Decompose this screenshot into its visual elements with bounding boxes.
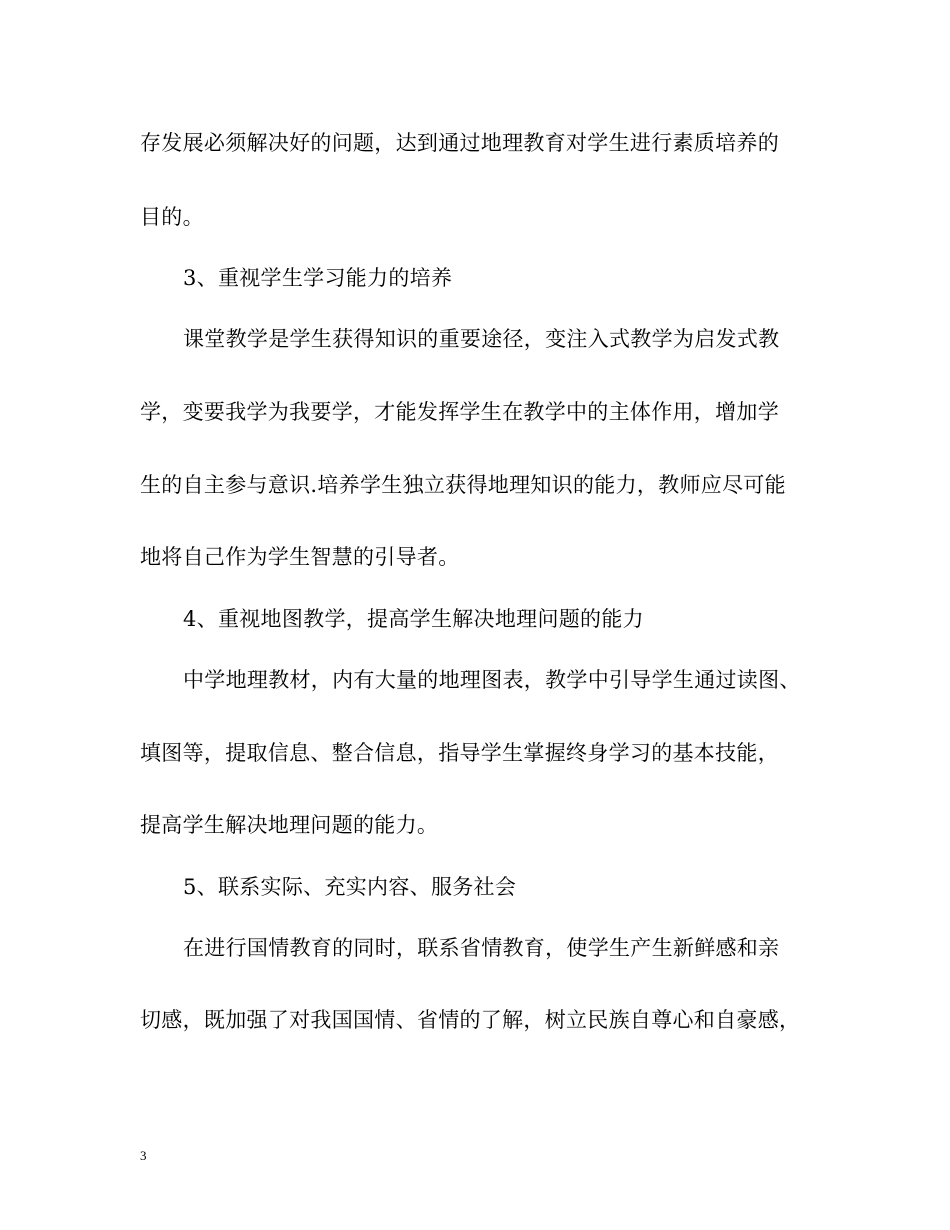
section-heading: 5、联系实际、充实内容、服务社会 [183, 875, 517, 899]
paragraph-line: 提高学生解决地理问题的能力。 [140, 813, 439, 837]
paragraph-line: 存发展必须解决好的问题，达到通过地理教育对学生进行素质培养的 [140, 131, 779, 155]
paragraph-line: 填图等，提取信息、整合信息，指导学生掌握终身学习的基本技能， [140, 741, 779, 765]
section-heading: 4、重视地图教学，提高学生解决地理问题的能力 [183, 607, 644, 631]
paragraph-line: 学，变要我学为我要学，才能发挥学生在教学中的主体作用，增加学 [140, 400, 779, 424]
paragraph-line: 在进行国情教育的同时，联系省情教育，使学生产生新鲜感和亲 [183, 936, 780, 960]
section-heading: 3、重视学生学习能力的培养 [183, 266, 453, 290]
paragraph-line: 地将自己作为学生智慧的引导者。 [140, 545, 460, 569]
paragraph-line: 目的。 [140, 205, 204, 229]
paragraph-line: 中学地理教材，内有大量的地理图表，教学中引导学生通过读图、 [183, 668, 801, 692]
paragraph-line: 切感，既加强了对我国国情、省情的了解，树立民族自尊心和自豪感， [140, 1008, 801, 1032]
paragraph-line: 课堂教学是学生获得知识的重要途径，变注入式教学为启发式教 [183, 327, 780, 351]
page-number: 3 [140, 1148, 147, 1163]
paragraph-line: 生的自主参与意识.培养学生独立获得地理知识的能力，教师应尽可能 [140, 473, 786, 497]
